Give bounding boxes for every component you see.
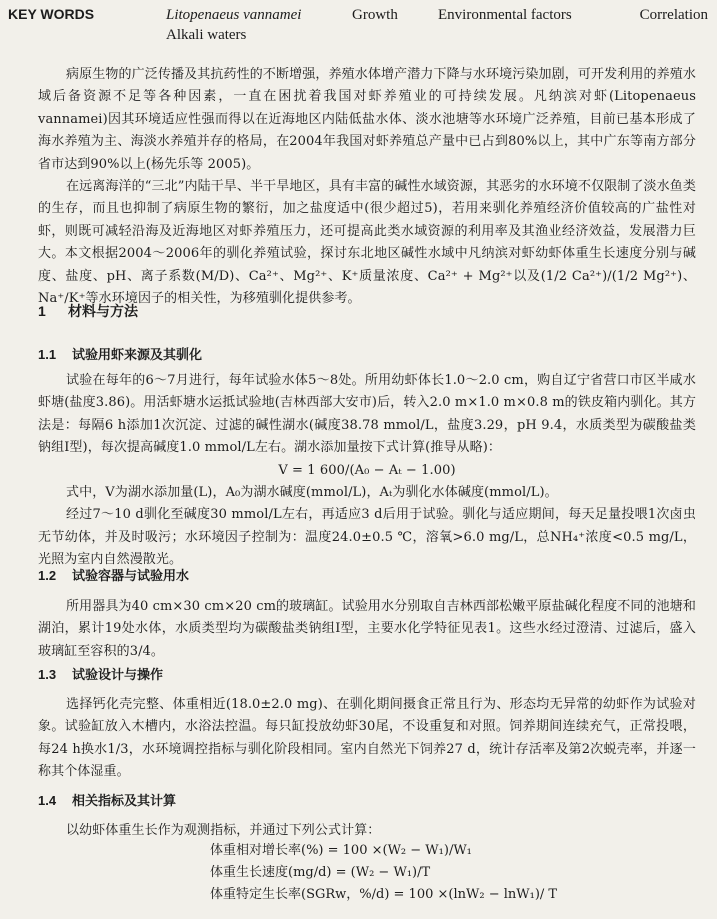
specific-growth-formula: 体重特定生长率(SGRw，%/d) = 100 ×(lnW₂ − lnW₁)/ T (210, 887, 558, 902)
keywords-label: KEY WORDS (8, 6, 95, 22)
intro-section (38, 64, 696, 310)
section-1-3-heading (38, 664, 163, 686)
section-title: 试验设计与操作 (72, 667, 164, 682)
keyword-alkali: Alkali waters (166, 27, 247, 43)
keyword-environment: Environmental factors (438, 7, 572, 23)
s13-paragraph-1: 选择钙化壳完整、体重相近(18.0±2.0 mg)、在驯化期间摄食正常且行为、形态均无异常的幼虾作为试验对象。试验缸放入木槽内，水浴法控温。每只缸投放幼虾30尾，不设重复和对照。饲养期间连续充气，正常投喂，每24 h换水1/3，水环境调控指标与驯化阶段相同。室内自然光下饲养27 d，统计存活率及第2次蜕壳率，并逐一称其个体湿重。 (38, 697, 696, 780)
section-1-heading (38, 300, 138, 322)
intro-paragraph-1: 病原生物的广泛传播及其抗药性的不断增强，养殖水体增产潜力下降与水环境污染加剧，可开发利用的养殖水域后备资源不足等各种因素，一直在困扰着我国对虾养殖业的可持续发展。凡纳滨对虾(Litopenaeus vannamei)因其环境适应性强而得以在近海地区内陆低盐水体、淡水池塘等水环境广泛养殖，目前已基本形成了海水养殖为主、海淡水养殖并存的格局，在2004年我国对虾养殖总产量中已占到80%以上，其中广东等南方部分省市达到90%以上(杨先乐等 2005)。 (38, 67, 696, 172)
section-1-3-body (38, 694, 696, 784)
keywords-block (8, 4, 708, 45)
section-title: 试验容器与试验用水 (72, 568, 190, 583)
section-title: 试验用虾来源及其驯化 (72, 347, 203, 362)
section-1-4-heading (38, 790, 176, 812)
s12-paragraph-1: 所用器具为40 cm×30 cm×20 cm的玻璃缸。试验用水分别取自吉林西部松嫩平原盐碱化程度不同的池塘和湖泊，累计19处水体，水质类型均为碳酸盐类钠组Ⅰ型，主要水化学特征见表1。这些水经过澄清、过滤后，盛入玻璃缸至容积的3/4。 (38, 599, 696, 659)
section-title: 材料与方法 (68, 303, 138, 319)
keyword-species: Litopenaeus vannamei (166, 7, 302, 23)
section-number: 1.1 (38, 347, 57, 362)
s11-paragraph-3: 经过7～10 d驯化至碱度30 mmol/L左右，再适应3 d后用于试验。驯化与适应期间，每天足量投喂1次卤虫无节幼体，并及时吸污；水环境因子控制为：温度24.0±0.5 ℃，溶氧>6.0 mg/L，总NH₄⁺浓度<0.5 mg/L，光照为室内自然漫散光。 (38, 507, 696, 568)
section-number: 1.2 (38, 568, 57, 583)
s14-paragraph-1: 以幼虾体重生长作为观测指标，并通过下列公式计算： (66, 823, 381, 838)
section-number: 1.3 (38, 667, 57, 682)
section-number: 1.4 (38, 793, 57, 808)
section-1-1-heading (38, 344, 202, 366)
water-addition-formula: V = 1 600/(A₀ − Aₜ − 1.00) (278, 462, 456, 478)
intro-paragraph-2: 在远离海洋的“三北”内陆干旱、半干旱地区，具有丰富的碱性水域资源，其恶劣的水环境不仅限制了淡水鱼类的生存，而且也抑制了病原生物的繁衍，加之盐度适中(很少超过5)，若用来驯化养殖经济价值较高的广盐性对虾，则既可减轻沿海及近海地区对虾养殖压力，还可提高此类水域资源的利用率及其渔业经济效益，发展潜力巨大。本文根据2004～2006年的驯化养殖试验，探讨东北地区碱性水域中凡纳滨对虾幼虾体重生长速度分别与碱度、盐度、pH、离子系数(M/D)、Ca²⁺、Mg²⁺、K⁺质量浓度、Ca²⁺ + Mg²⁺以及(1/2 Ca²⁺)/(1/2 Mg²⁺)、Na⁺/K⁺等水环境因子的相关性，为移殖驯化提供参考。 (38, 179, 696, 307)
s11-paragraph-2: 式中，V为湖水添加量(L)，A₀为湖水碱度(mmol/L)，Aₜ为驯化水体碱度(mmol/L)。 (66, 485, 558, 501)
relative-growth-formula: 体重相对增长率(%) = 100 ×(W₂ − W₁)/W₁ (210, 843, 472, 858)
keyword-correlation: Correlation (639, 7, 708, 23)
section-title: 相关指标及其计算 (72, 793, 177, 808)
growth-speed-formula: 体重生长速度(mg/d) = (W₂ − W₁)/T (210, 865, 431, 880)
section-number: 1 (38, 303, 46, 319)
keyword-growth: Growth (352, 7, 398, 23)
s11-paragraph-1: 试验在每年的6～7月进行，每年试验水体5～8处。所用幼虾体长1.0～2.0 cm，购自辽宁省营口市区半咸水虾塘(盐度3.86)。用活虾塘水运抵试验地(吉林西部大安市)后，转入2.0 m×1.0 m×0.8 m的铁皮箱内驯化。其方法是：每隔6 h添加1次沉淀、过滤的碱性湖水(碱度38.78 mmol/L，盐度3.29，pH 9.4，水质类型为碳酸盐类钠组Ⅰ型)，每次提高碱度1.0 mmol/L左右。湖水添加量按下式计算(推导从略)： (38, 373, 696, 456)
section-1-2-body (38, 596, 696, 663)
section-1-1-body (38, 370, 696, 572)
growth-formula-list (210, 840, 690, 906)
section-1-2-heading (38, 565, 189, 587)
